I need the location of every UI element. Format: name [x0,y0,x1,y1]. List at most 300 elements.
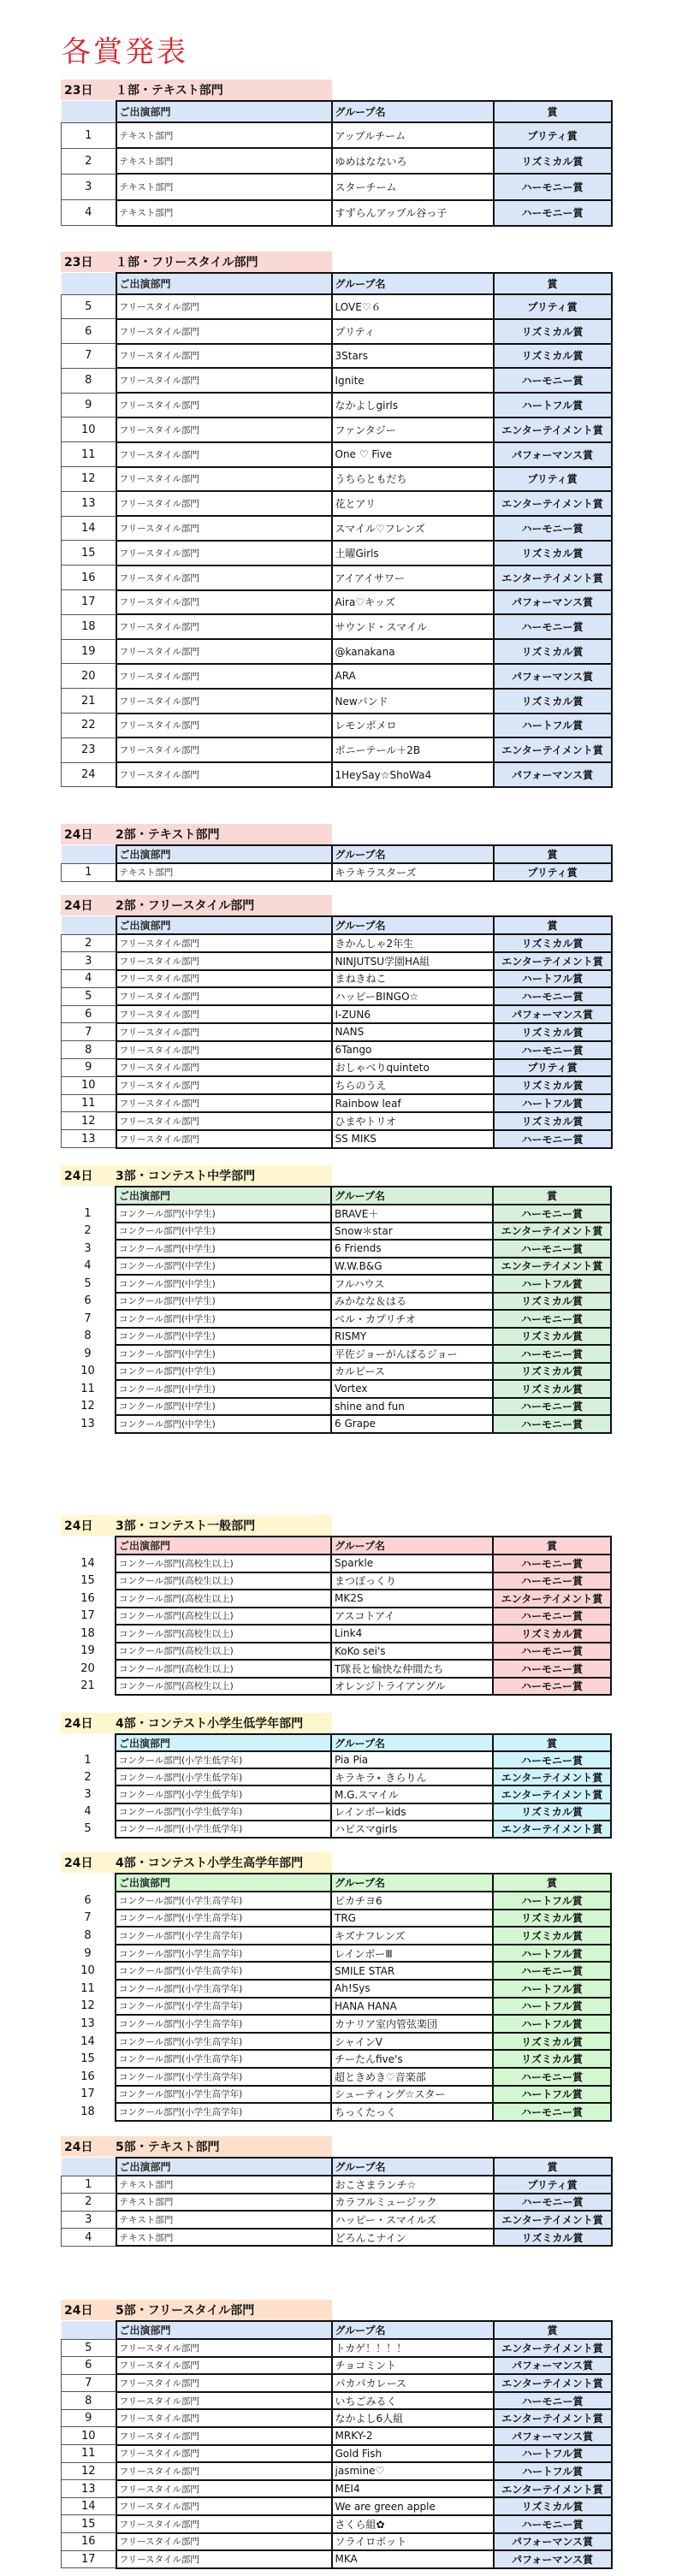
row-group-name: キラキラ⋆ きらりん [331,1768,493,1785]
header-group: グループ名 [331,1874,493,1892]
award-section [61,252,611,788]
section-heading [61,824,332,844]
row-dept: フリースタイル部門 [116,1094,332,1112]
row-award: ハーモニー賞 [493,2068,611,2086]
row-number: 7 [62,1023,116,1041]
table-row [62,1023,612,1041]
table-row [62,970,612,988]
row-award: リズミカル賞 [494,148,612,174]
row-group-name: カナリア室内管弦楽団 [331,2015,493,2033]
page-title: 各賞発表 [62,35,188,69]
table-header-row [62,273,612,294]
header-number [62,845,116,863]
section-name: 4部・コンテスト小学生高学年部門 [116,1856,304,1870]
row-number: 9 [84,1347,92,1360]
row-award: リズミカル賞 [494,1076,612,1094]
row-group-name: プリティ [332,319,494,344]
row-group-name: ファンタジー [332,417,494,442]
row-dept: コンクール部門(小学生低学年) [116,1785,331,1803]
table-row [61,1751,611,1768]
row-number: 9 [62,393,116,417]
row-group-name: Sparkle [331,1554,493,1572]
row-award: ハートフル賞 [494,2462,612,2480]
row-number: 7 [62,344,116,369]
row-group-name: MKA [332,2550,494,2568]
award-section [61,1165,611,1434]
row-dept: コンクール部門(小学生高学年) [116,1892,331,1910]
table-row [62,714,612,738]
row-dept: コンクール部門(小学生低学年) [116,1803,331,1821]
row-award: パフォーマンス賞 [494,590,612,615]
awards-table [61,1873,612,2122]
row-dept: フリースタイル部門 [116,1112,332,1130]
section-day: 24日 [64,828,93,842]
row-group-name: うちらともだち [332,467,494,492]
row-dept: フリースタイル部門 [116,1005,332,1023]
row-dept: コンクール部門(中学生) [116,1415,331,1433]
table-row [62,1005,612,1023]
row-group-name: NINJUTSU学園HA組 [332,952,494,970]
row-award: リズミカル賞 [493,1293,611,1311]
row-group-name: SMILE STAR [331,1962,493,1980]
row-number: 15 [62,541,116,566]
row-award: ハートフル賞 [493,1275,611,1293]
row-award: ハートフル賞 [493,2015,611,2033]
row-group-name: ハピスマgirls [331,1821,493,1838]
header-number [61,1537,116,1554]
table-row [62,737,612,762]
row-dept: コンクール部門(高校生以上) [116,1590,331,1608]
row-number: 22 [62,714,116,738]
row-award: リズミカル賞 [493,1910,611,1928]
table-row [61,1223,611,1241]
table-header-row [62,2158,612,2176]
row-number: 2 [62,934,116,952]
row-group-name: カラフルミュージック [332,2194,494,2212]
table-row [62,200,612,226]
row-dept: コンクール部門(中学生) [116,1328,331,1346]
row-group-name: すずらんアップル谷っ子 [332,200,494,226]
table-header-row [62,101,612,122]
row-award: ハーモニー賞 [493,1554,611,1572]
row-award: ハーモニー賞 [494,614,612,639]
row-group-name: ゆめはなないろ [332,148,494,174]
row-award: プリティ賞 [494,863,612,881]
table-row [62,2480,612,2498]
row-dept: コンクール部門(中学生) [116,1363,331,1381]
section-heading [61,252,332,272]
row-number: 12 [62,2462,116,2480]
award-section [61,2136,611,2247]
header-award: 賞 [493,1874,611,1892]
awards-table [61,1536,612,1696]
row-group-name: まねきねこ [332,970,494,988]
table-row [62,934,612,952]
row-award: エンターテイメント賞 [493,1768,611,1785]
table-row [61,1590,611,1608]
table-row [61,2015,611,2033]
row-award: ハーモニー賞 [493,1240,611,1258]
row-dept: コンクール部門(小学生高学年) [116,2103,331,2121]
row-number: 6 [62,319,116,344]
row-award: ハートフル賞 [494,1094,612,1112]
section-name: 5部・フリースタイル部門 [116,2304,255,2318]
row-number: 19 [62,639,116,664]
row-dept: フリースタイル部門 [116,2409,332,2427]
row-dept: フリースタイル部門 [116,417,332,442]
row-dept: コンクール部門(小学生高学年) [116,1980,331,1998]
row-award: エンターテイメント賞 [494,952,612,970]
header-dept: ご出演部門 [116,2321,332,2339]
row-number: 14 [80,2034,95,2048]
row-number: 3 [84,1241,92,1255]
table-row [62,1130,612,1148]
table-row [61,1945,611,1963]
row-number: 13 [62,2480,116,2498]
table-row [61,1660,611,1678]
row-number: 1 [84,1753,92,1767]
row-number: 2 [62,148,116,174]
header-group: グループ名 [332,845,494,863]
row-award: エンターテイメント賞 [493,1590,611,1608]
table-row [62,294,612,319]
table-header-row [61,1187,611,1205]
row-dept: コンクール部門(中学生) [116,1205,331,1223]
row-dept: コンクール部門(小学生高学年) [116,2015,331,2033]
row-award: リズミカル賞 [493,1363,611,1381]
section-heading [61,2136,332,2157]
row-award: ハーモニー賞 [493,1345,611,1363]
row-dept: フリースタイル部門 [116,1041,332,1059]
table-row [61,1768,611,1785]
row-number: 6 [62,1005,116,1023]
row-award: ハーモニー賞 [493,1310,611,1328]
row-award: ハートフル賞 [493,1998,611,2016]
row-award: リズミカル賞 [494,1023,612,1041]
row-number: 4 [62,970,116,988]
header-award: 賞 [494,2158,612,2176]
row-award: リズミカル賞 [493,1625,611,1643]
header-group: グループ名 [331,1537,493,1554]
row-group-name: 6 Grape [331,1415,493,1433]
table-row [62,442,612,467]
section-day: 24日 [64,1170,93,1183]
row-dept: フリースタイル部門 [116,2480,332,2498]
header-number [62,2321,116,2339]
row-dept: コンクール部門(高校生以上) [116,1554,331,1572]
row-group-name: みかなな＆はる [331,1293,493,1311]
row-dept: フリースタイル部門 [116,294,332,319]
row-group-name: サウンド・スマイル [332,614,494,639]
row-group-name: BRAVE＋ [331,1205,493,1223]
table-row [62,1041,612,1059]
row-award: プリティ賞 [494,294,612,319]
row-group-name: shine and fun [331,1398,493,1416]
table-row [61,1625,611,1643]
row-number: 8 [84,1928,92,1942]
row-award: ハーモニー賞 [493,1660,611,1678]
row-dept: フリースタイル部門 [116,952,332,970]
table-header-row [62,916,612,934]
row-group-name: ベル・カプリチオ [331,1310,493,1328]
header-group: グループ名 [332,101,494,122]
row-number: 16 [62,2533,116,2551]
header-award: 賞 [493,1187,611,1205]
section-day: 24日 [64,2141,93,2154]
row-number: 3 [84,1787,92,1801]
row-award: ハートフル賞 [494,393,612,417]
table-header-row [61,1734,611,1751]
row-dept: フリースタイル部門 [116,2533,332,2551]
row-award: エンターテイメント賞 [494,2480,612,2498]
header-award: 賞 [494,916,612,934]
table-row [62,762,612,787]
row-award: ハーモニー賞 [494,987,612,1005]
awards-table [61,100,613,227]
row-number: 7 [84,1312,92,1325]
row-group-name: フルハウス [331,1275,493,1293]
row-dept: フリースタイル部門 [116,2357,332,2375]
row-number: 2 [84,1224,92,1238]
row-dept: テキスト部門 [116,174,332,199]
table-row [62,987,612,1005]
table-row [61,1345,611,1363]
row-number: 17 [62,590,116,615]
row-dept: フリースタイル部門 [116,2515,332,2533]
row-dept: フリースタイル部門 [116,664,332,689]
table-row [61,1572,611,1590]
awards-table [61,915,613,1149]
award-section [61,1713,611,1839]
table-row [61,1398,611,1416]
row-award: リズミカル賞 [493,2050,611,2068]
section-day: 24日 [64,1519,93,1533]
row-dept: コンクール部門(小学生高学年) [116,1927,331,1945]
row-award: リズミカル賞 [493,1927,611,1945]
row-award: ハーモニー賞 [494,174,612,199]
row-dept: コンクール部門(小学生高学年) [116,2086,331,2104]
table-row [62,368,612,393]
row-group-name: おしゃべりquinteto [332,1059,494,1077]
row-dept: フリースタイル部門 [116,541,332,566]
row-dept: コンクール部門(小学生低学年) [116,1821,331,1838]
row-number: 10 [62,417,116,442]
row-dept: コンクール部門(高校生以上) [116,1625,331,1643]
row-award: リズミカル賞 [494,541,612,566]
row-award: パフォーマンス賞 [494,664,612,689]
table-row [62,2550,612,2568]
row-dept: フリースタイル部門 [116,442,332,467]
row-number: 4 [62,200,116,226]
row-dept: フリースタイル部門 [116,2339,332,2357]
section-heading [61,1852,332,1873]
row-number: 17 [62,2550,116,2568]
row-group-name: きかんしゃ2年生 [332,934,494,952]
row-dept: コンクール部門(中学生) [116,1258,331,1276]
row-group-name: Aira♡キッズ [332,590,494,615]
row-dept: テキスト部門 [116,863,332,881]
table-row [62,2211,612,2229]
row-number: 9 [62,1059,116,1077]
row-number: 1 [62,122,116,148]
table-row [61,1678,611,1696]
row-award: パフォーマンス賞 [494,2533,612,2551]
row-number: 8 [62,2392,116,2410]
row-award: エンターテイメント賞 [493,1258,611,1276]
table-row [62,516,612,541]
table-row [62,417,612,442]
row-number: 12 [62,1112,116,1130]
row-group-name: T隊長と愉快な仲間たち [331,1660,493,1678]
table-row [61,1927,611,1945]
row-number: 17 [80,2087,95,2101]
row-number: 16 [80,1591,95,1605]
row-dept: フリースタイル部門 [116,368,332,393]
row-group-name: ポニーテール＋2B [332,737,494,762]
row-number: 1 [62,2176,116,2194]
table-row [62,590,612,615]
row-number: 8 [62,1041,116,1059]
row-group-name: スマイル♡フレンズ [332,516,494,541]
row-number: 13 [80,2016,95,2030]
row-dept: フリースタイル部門 [116,970,332,988]
row-award: ハーモニー賞 [494,516,612,541]
row-group-name: チョコミント [332,2357,494,2375]
row-number: 4 [84,1805,92,1819]
row-group-name: チーたんfive's [331,2050,493,2068]
awards-table [61,2157,613,2247]
row-award: ハーモニー賞 [493,1205,611,1223]
table-row [62,664,612,689]
row-group-name: シャインⅤ [331,2033,493,2051]
row-award: ハーモニー賞 [494,368,612,393]
table-row [62,174,612,199]
row-dept: フリースタイル部門 [116,467,332,492]
header-number [62,916,116,934]
row-dept: コンクール部門(中学生) [116,1240,331,1258]
row-dept: フリースタイル部門 [116,1059,332,1077]
row-group-name: I-ZUN6 [332,1005,494,1023]
row-group-name: ちらのうえ [332,1076,494,1094]
row-award: ハーモニー賞 [493,1415,611,1433]
row-dept: コンクール部門(高校生以上) [116,1572,331,1590]
table-row [62,2445,612,2463]
awards-table [61,1733,612,1839]
row-dept: フリースタイル部門 [116,2445,332,2463]
row-group-name: HANA HANA [331,1998,493,2016]
row-award: リズミカル賞 [493,2033,611,2051]
row-number: 5 [84,1822,92,1836]
awards-table [61,272,613,788]
awards-table [61,1186,612,1434]
row-group-name: 1HeySay☆ShoWa4 [332,762,494,787]
row-dept: コンクール部門(小学生高学年) [116,1962,331,1980]
table-row [61,2068,611,2086]
row-group-name: ピカチヨ6 [331,1892,493,1910]
row-group-name: 平佐ジョーがんばるジョー [331,1345,493,1363]
row-award: エンターテイメント賞 [494,2374,612,2392]
row-group-name: ハッピー・スマイルズ [332,2211,494,2229]
row-award: ハートフル賞 [494,714,612,738]
award-section [61,895,611,1149]
row-group-name: 3Stars [332,344,494,369]
row-group-name: Vortex [331,1380,493,1398]
row-award: エンターテイメント賞 [494,2339,612,2357]
section-name: 4部・コンテスト小学生低学年部門 [116,1717,304,1731]
row-number: 11 [80,1981,95,1995]
header-dept: ご出演部門 [116,101,332,122]
row-award: パフォーマンス賞 [494,442,612,467]
row-group-name: まつぼっくり [331,1572,493,1590]
table-header-row [61,1537,611,1554]
row-group-name: W.W.B&G [331,1258,493,1276]
section-name: 5部・テキスト部門 [116,2141,220,2154]
row-group-name: Snow＊star [331,1223,493,1241]
row-group-name: 6Tango [332,1041,494,1059]
row-group-name: ひまやトリオ [332,1112,494,1130]
row-dept: フリースタイル部門 [116,714,332,738]
row-dept: テキスト部門 [116,2194,332,2212]
table-row [61,1998,611,2016]
row-number: 5 [62,2339,116,2357]
table-row [62,639,612,664]
row-number: 9 [62,2409,116,2427]
header-number [62,2158,116,2176]
row-number: 10 [62,1076,116,1094]
row-dept: コンクール部門(小学生高学年) [116,2068,331,2086]
section-name: 3部・コンテスト中学部門 [116,1170,256,1183]
section-day: 24日 [64,1717,93,1731]
row-group-name: なかよしgirls [332,393,494,417]
row-dept: コンクール部門(高校生以上) [116,1660,331,1678]
row-group-name: アイアイサワー [332,566,494,590]
section-heading [61,1165,332,1186]
row-number: 12 [80,1999,95,2013]
row-award: ハートフル賞 [493,2086,611,2104]
row-dept: フリースタイル部門 [116,491,332,516]
row-number: 11 [62,2445,116,2463]
table-row [61,1821,611,1838]
table-row [62,393,612,417]
row-group-name: どろんこナイン [332,2229,494,2247]
award-section [61,824,611,882]
table-row [62,2357,612,2375]
section-day: 24日 [64,1856,93,1870]
header-group: グループ名 [331,1187,493,1205]
row-award: エンターテイメント賞 [494,566,612,590]
table-row [61,1803,611,1821]
row-award: リズミカル賞 [493,1803,611,1821]
row-dept: コンクール部門(中学生) [116,1345,331,1363]
row-number: 18 [80,2105,95,2118]
row-group-name: 6 Friends [331,1240,493,1258]
row-dept: コンクール部門(高校生以上) [116,1608,331,1626]
row-number: 11 [62,442,116,467]
row-dept: コンクール部門(高校生以上) [116,1678,331,1696]
row-dept: コンクール部門(小学生高学年) [116,1910,331,1928]
row-award: ハーモニー賞 [494,2194,612,2212]
row-dept: コンクール部門(小学生高学年) [116,2033,331,2051]
row-award: ハーモニー賞 [493,1643,611,1661]
row-dept: コンクール部門(中学生) [116,1398,331,1416]
table-row [61,1415,611,1433]
header-number [61,1187,116,1205]
table-row [62,2176,612,2194]
row-group-name: MRKY-2 [332,2427,494,2445]
section-heading [61,1515,332,1536]
row-group-name: Newバンド [332,689,494,714]
row-dept: フリースタイル部門 [116,344,332,369]
